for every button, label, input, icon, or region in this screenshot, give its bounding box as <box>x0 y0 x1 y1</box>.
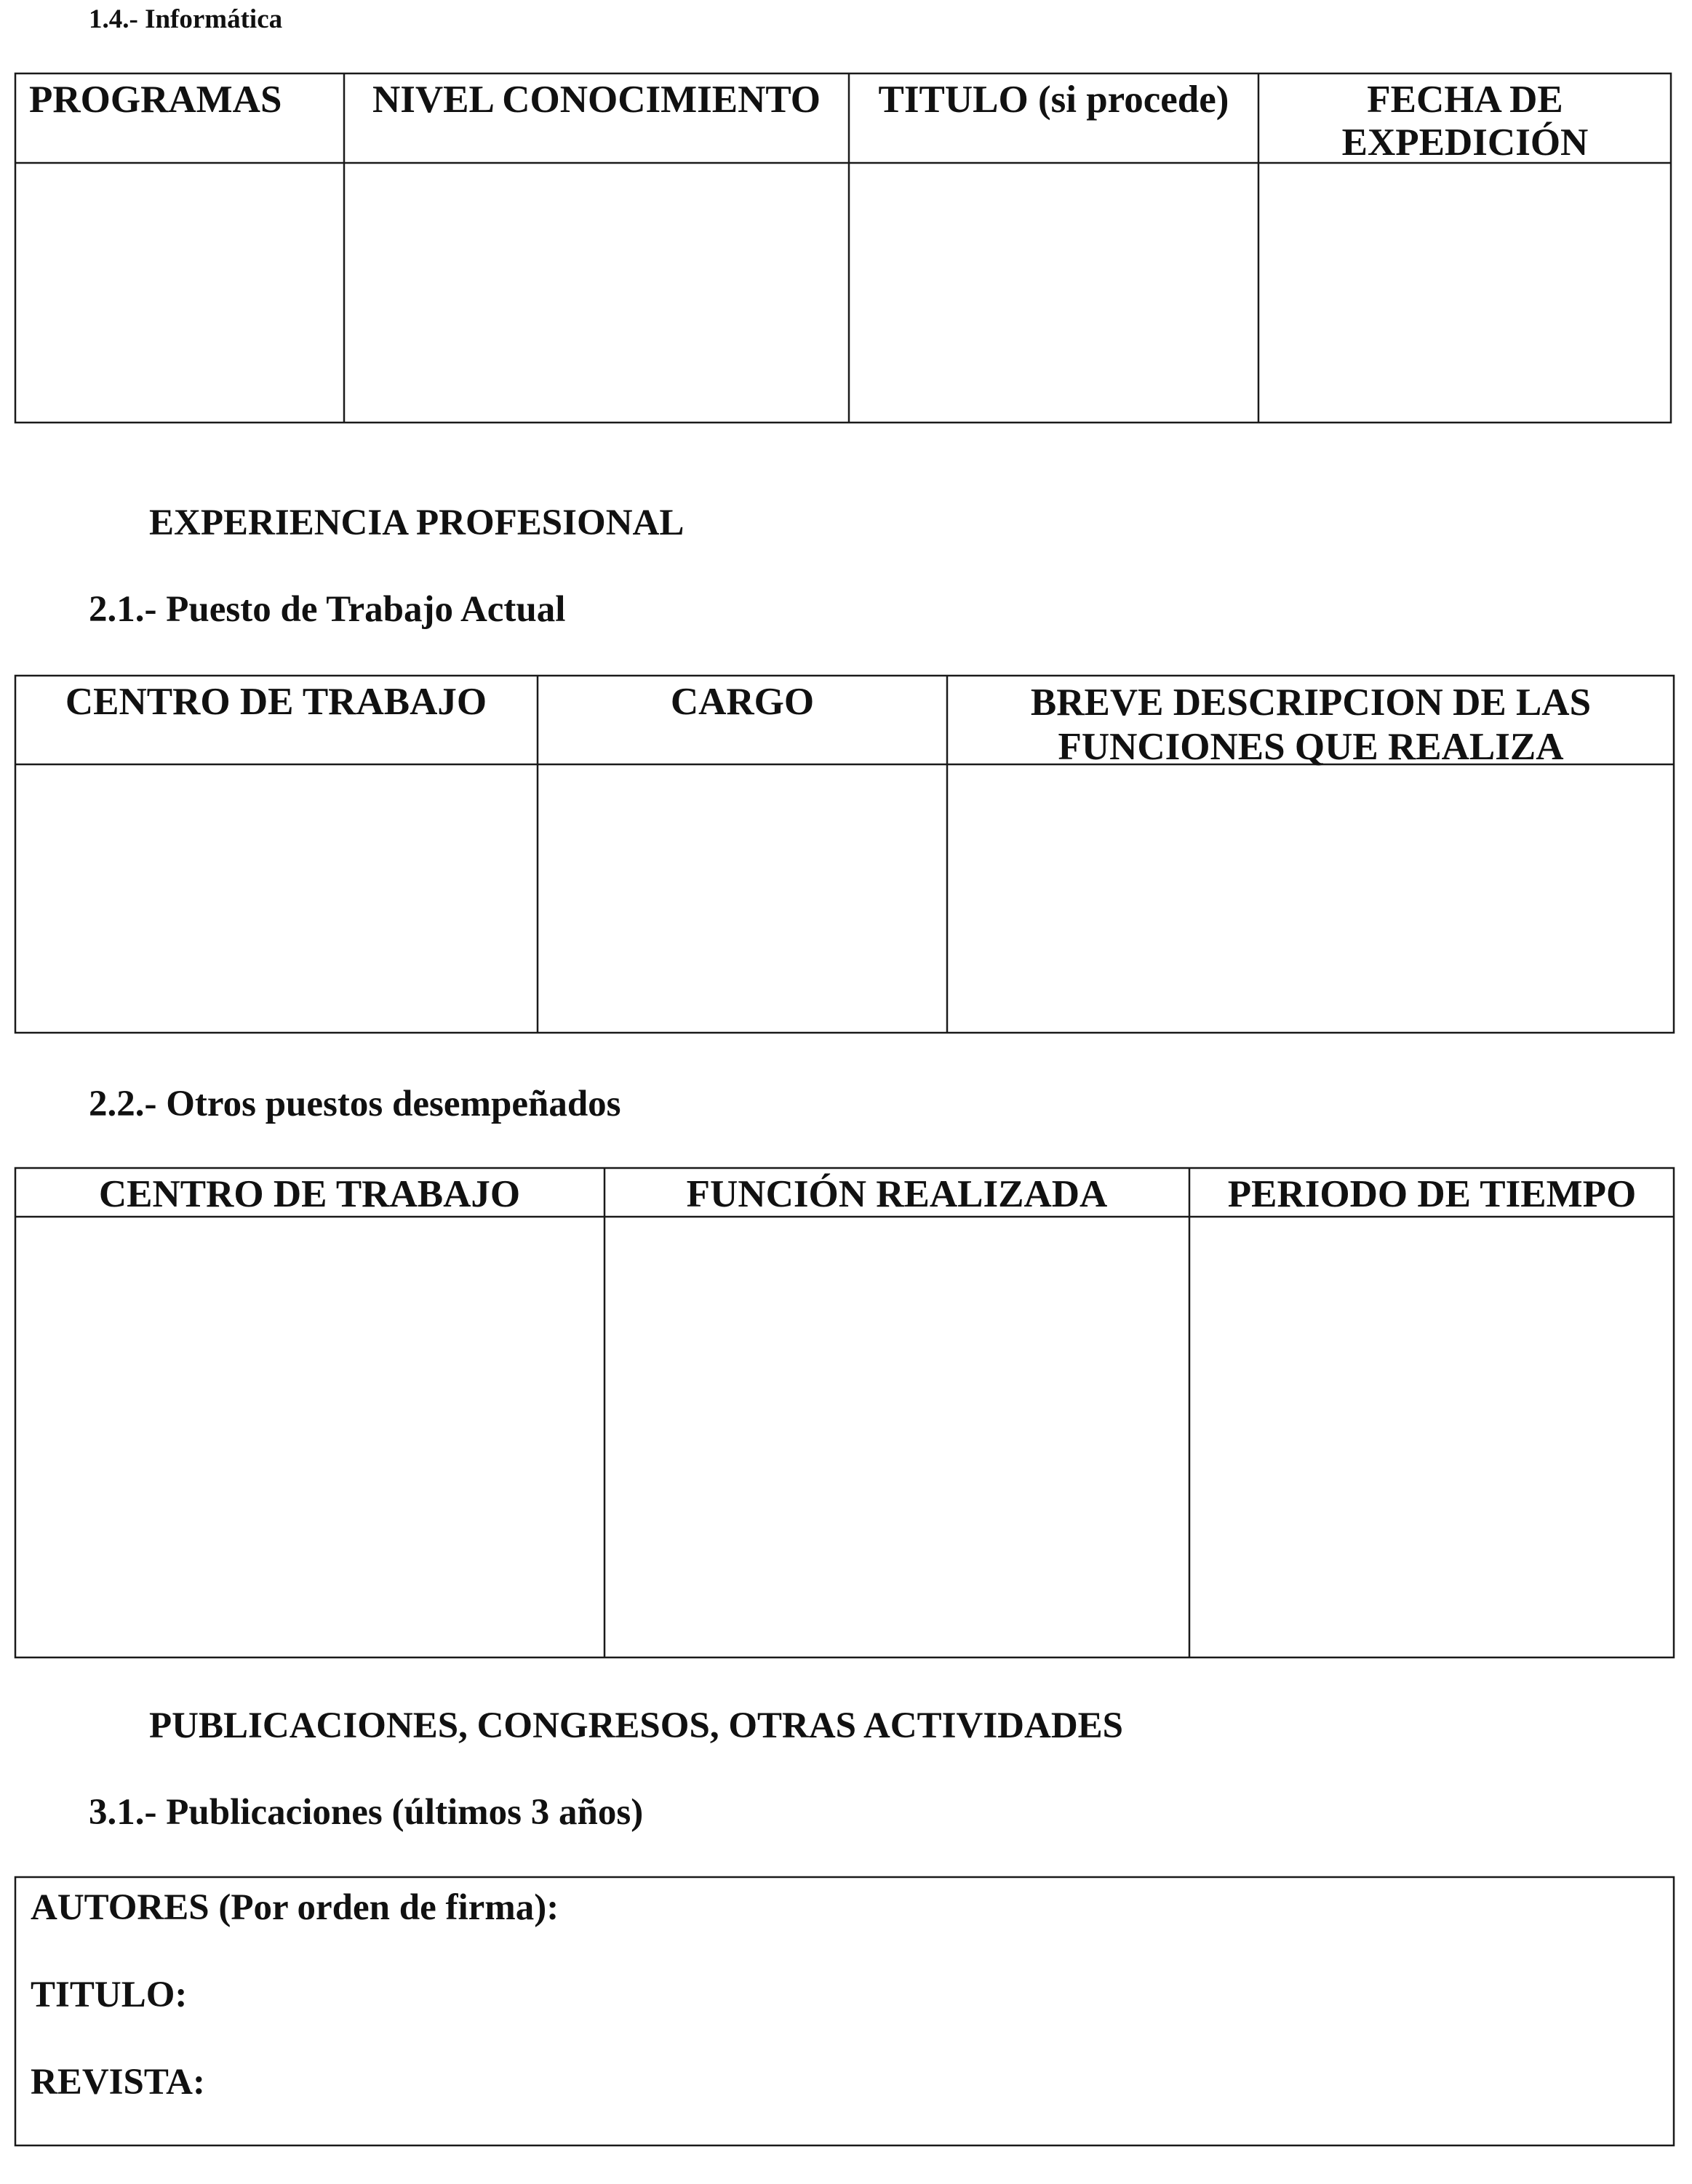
header-breve-descripcion: BREVE DESCRIPCION DE LAS FUNCIONES QUE REALIZA <box>1030 681 1592 768</box>
header-centro-trabajo-otros: CENTRO DE TRABAJO <box>98 1173 521 1215</box>
table-puesto-actual <box>15 675 1675 1033</box>
table-otros-puestos-grid <box>15 1167 1675 1658</box>
header-centro-trabajo: CENTRO DE TRABAJO <box>65 681 487 723</box>
field-titulo: TITULO: <box>31 1975 188 2015</box>
header-cargo: CARGO <box>670 681 815 723</box>
header-fecha-expedicion: FECHA DE EXPEDICIÓN <box>1341 79 1589 164</box>
table-otros-puestos <box>15 1167 1675 1658</box>
section-heading-informatica: 1.4.- Informática <box>89 4 283 34</box>
header-funcion-realizada: FUNCIÓN REALIZADA <box>686 1173 1108 1215</box>
header-programas: PROGRAMAS <box>29 79 282 121</box>
header-nivel-conocimiento: NIVEL CONOCIMIENTO <box>372 79 821 121</box>
section-heading-otros-puestos: 2.2.- Otros puestos desempeñados <box>89 1084 621 1124</box>
section-heading-publicaciones-3-anos: 3.1.- Publicaciones (últimos 3 años) <box>89 1792 644 1833</box>
header-titulo: TITULO (si procede) <box>878 79 1229 121</box>
table-informatica <box>15 73 1672 423</box>
publication-form-box <box>15 1876 1675 2146</box>
section-title-publicaciones: PUBLICACIONES, CONGRESOS, OTRAS ACTIVIDADES <box>149 1705 1124 1746</box>
field-autores: AUTORES (Por orden de firma): <box>31 1887 559 1928</box>
field-revista: REVISTA: <box>31 2062 205 2103</box>
section-title-experiencia: EXPERIENCIA PROFESIONAL <box>149 503 685 543</box>
header-periodo-tiempo: PERIODO DE TIEMPO <box>1227 1173 1637 1215</box>
section-heading-puesto-actual: 2.1.- Puesto de Trabajo Actual <box>89 589 566 630</box>
